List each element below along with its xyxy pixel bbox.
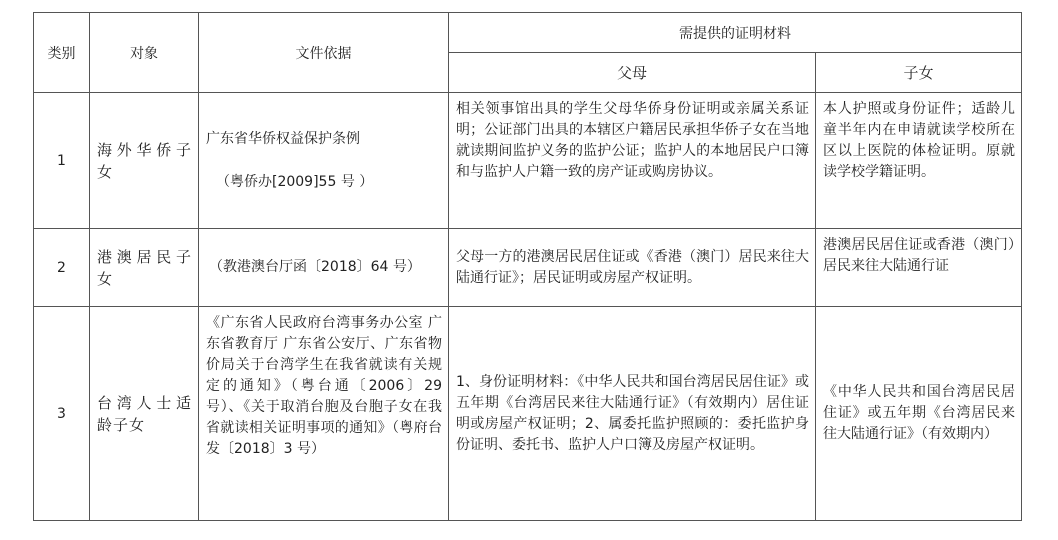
row-children-materials: 《中华人民共和国台湾居民居住证》或五年期《台湾居民来往大陆通行证》（有效期内）: [816, 307, 1022, 521]
row-basis: （教港澳台厅函〔2018〕64 号）: [199, 229, 449, 307]
row-parents-materials: 父母一方的港澳居民居住证或《香港（澳门）居民来往大陆通行证》；居民证明或房屋产权证明。: [449, 229, 816, 307]
table-row: [34, 229, 1022, 307]
header-target: 对象: [90, 13, 199, 93]
row-number: 1: [34, 93, 90, 229]
header-basis: 文件依据: [199, 13, 449, 93]
header-materials: 需提供的证明材料: [449, 13, 1022, 53]
basis-spacer: [206, 150, 442, 172]
table-row: [34, 93, 1022, 229]
requirements-table: [33, 12, 1022, 521]
table-row: [34, 307, 1022, 521]
row-parents-materials: 相关领事馆出具的学生父母华侨身份证明或亲属关系证明；公证部门出具的本辖区户籍居民承担华侨子女在当地就读期间监护义务的监护公证；监护人的本地居民户口簿和与监护人户籍一致的房产证或购房协议。: [449, 93, 816, 229]
row-target: 海外华侨子女: [90, 93, 199, 229]
row-number: 3: [34, 307, 90, 521]
requirements-table-container: [33, 12, 1021, 521]
row-target: 港澳居民子女: [90, 229, 199, 307]
header-parents: 父母: [449, 53, 816, 93]
header-row: [34, 13, 1022, 53]
header-children: 子女: [816, 53, 1022, 93]
row-children-materials: 港澳居民居住证或香港（澳门）居民来往大陆通行证: [816, 229, 1022, 307]
basis-title: 广东省华侨权益保护条例: [206, 130, 360, 147]
row-children-materials: 本人护照或身份证件；适龄儿童半年内在申请就读学校所在区以上医院的体检证明。原就读学校学籍证明。: [816, 93, 1022, 229]
basis-doc-number: （粤侨办[2009]55 号 ）: [216, 173, 374, 190]
header-category: 类别: [34, 13, 90, 93]
row-basis: [199, 93, 449, 229]
row-basis: 《广东省人民政府台湾事务办公室 广东省教育厅 广东省公安厅、广东省物价局关于台湾学生在我省就读有关规定的通知》（粤台通〔2006〕29 号）、《关于取消台胞及台胞子女在我省就读相关证明事项的通知》（粤府台发〔2018〕3 号）: [199, 307, 449, 521]
row-parents-materials: 1、身份证明材料：《中华人民共和国台湾居民居住证》或五年期《台湾居民来往大陆通行证》（有效期内）居住证明或房屋产权证明；2、属委托监护照顾的：委托监护身份证明、委托书、监护人户口簿及房屋产权证明。: [449, 307, 816, 521]
row-target: 台湾人士适龄子女: [90, 307, 199, 521]
row-number: 2: [34, 229, 90, 307]
